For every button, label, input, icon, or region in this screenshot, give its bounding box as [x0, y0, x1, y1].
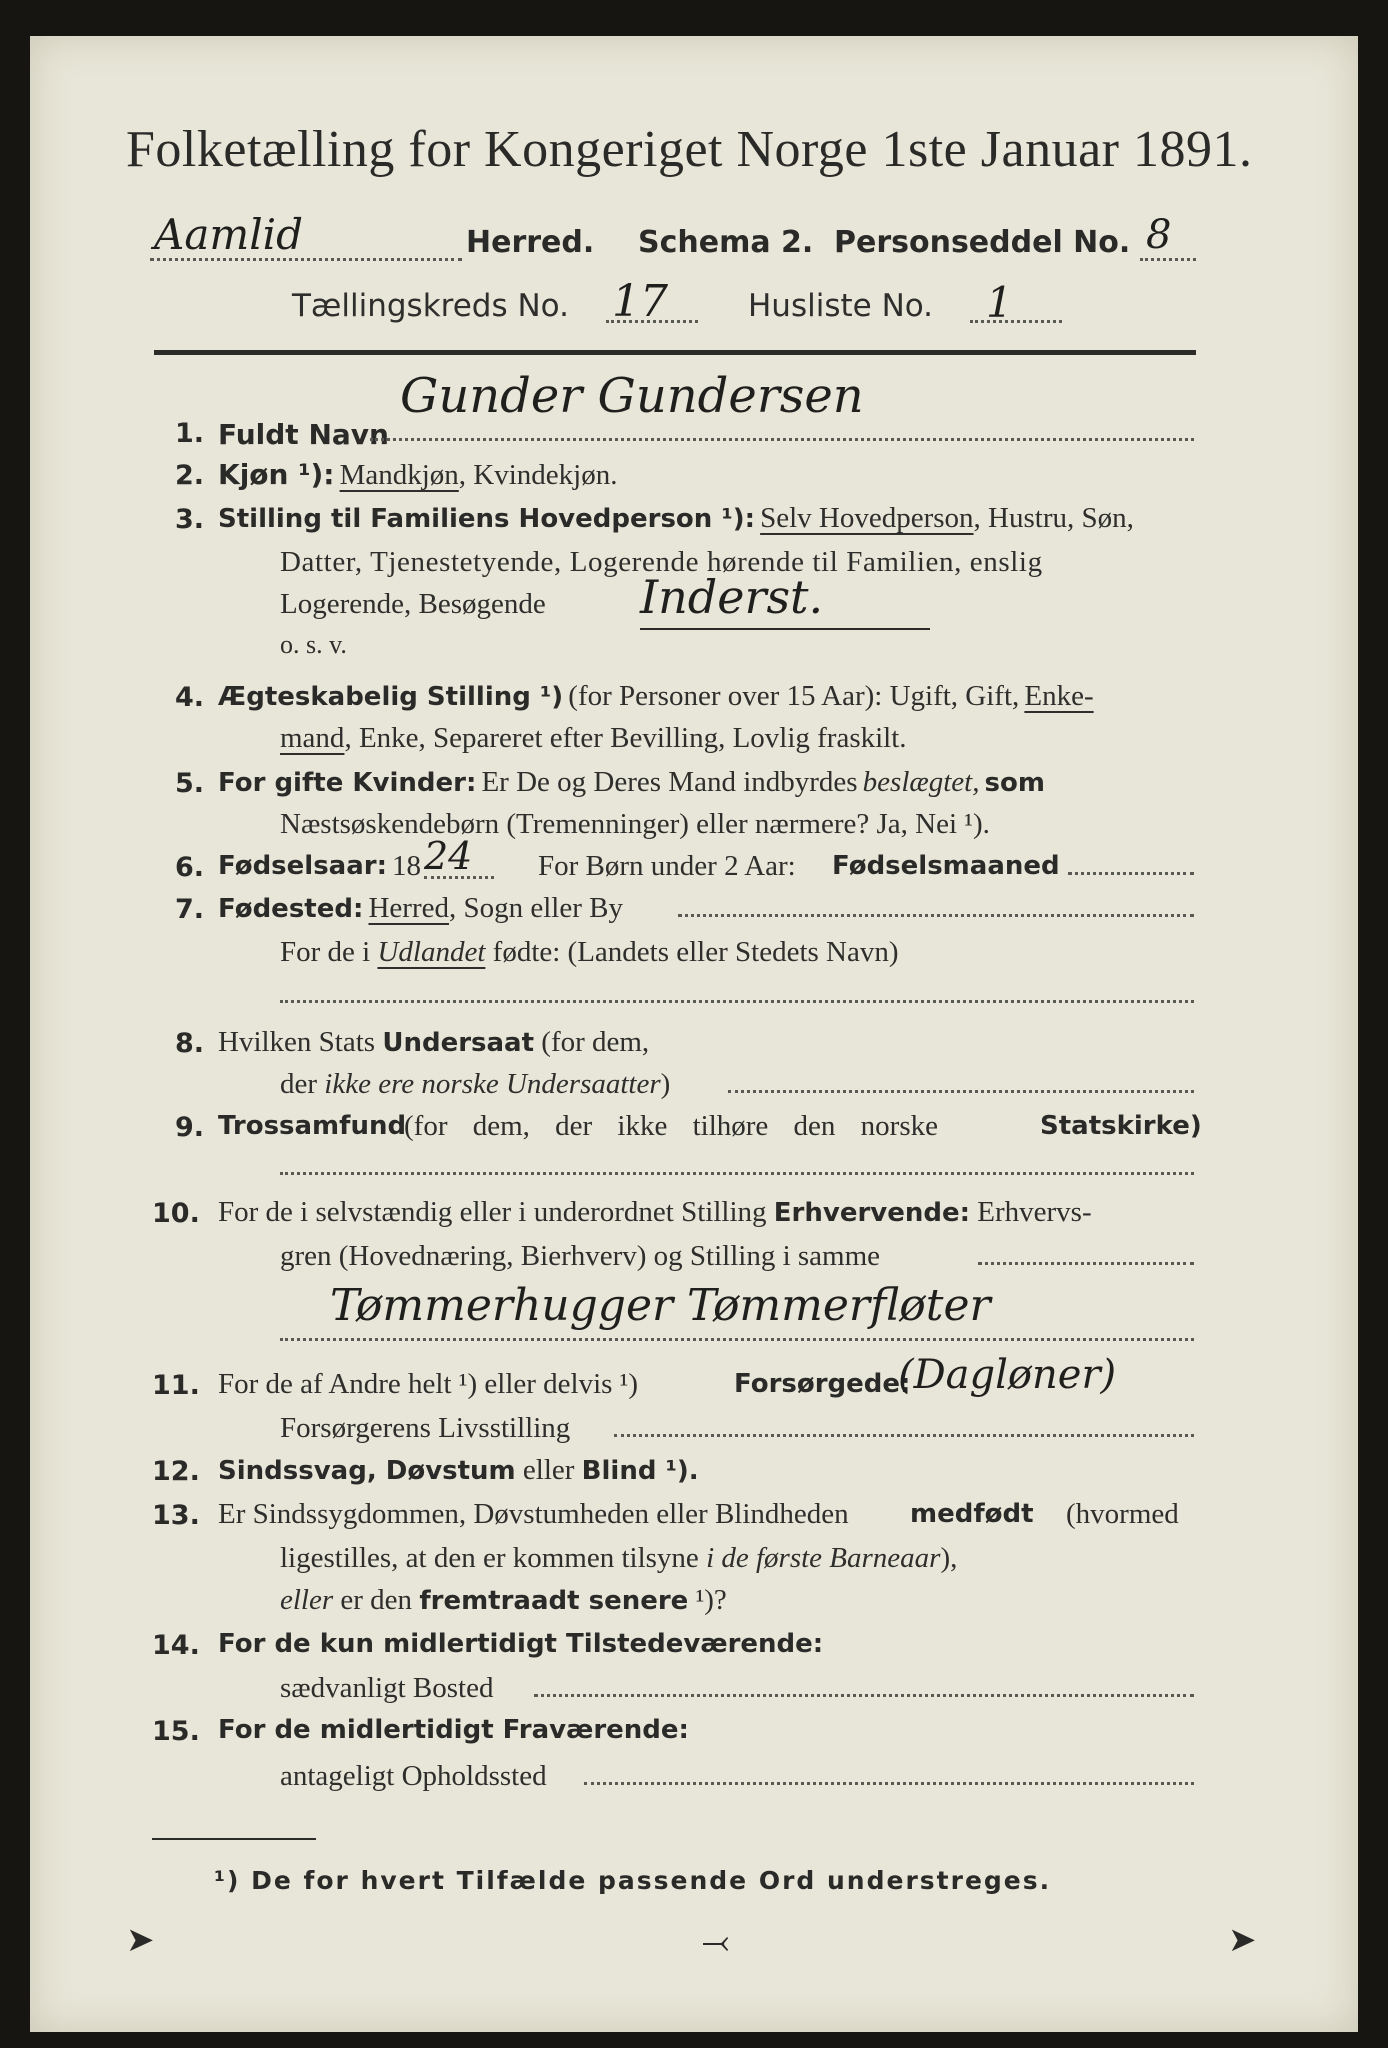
q2-other-options: , Kvindekjøn. [458, 459, 618, 491]
q13-medfodt: medfødt [910, 1499, 1034, 1529]
q4-label: Ægteskabelig Stilling ¹) [218, 682, 564, 712]
q5-line2: Næstsøskendebørn (Tremenninger) eller nærmere? Ja, Nei ¹). [280, 808, 990, 840]
q14-dotted-line [534, 1694, 1194, 1697]
q4-number: 4. [175, 682, 205, 713]
q8-text2a: der [280, 1068, 325, 1100]
registration-mark-center-icon: ⤙ [702, 1922, 730, 1962]
q3-line3: Logerende, Besøgende [280, 588, 546, 620]
q12-blind: Blind ¹). [581, 1456, 699, 1486]
q3-label: Stilling til Familiens Hovedperson ¹): [218, 504, 756, 534]
q3-line2: Datter, Tjenestetyende, Logerende hørende til Familien, enslig [280, 546, 1043, 578]
q4-text2: , Enke, Separeret efter Bevilling, Lovlig fraskilt. [344, 722, 907, 754]
q14-line2: sædvanligt Bosted [280, 1672, 494, 1704]
q6-text: For Børn under 2 Aar: [538, 850, 796, 882]
taellingskreds-number: 17 [612, 276, 668, 327]
q7-foreign-dotted-line [280, 1000, 1194, 1003]
personseddel-number: 8 [1146, 212, 1172, 258]
q4-option-mand: mand [280, 722, 345, 754]
q10-number: 10. [152, 1198, 200, 1229]
footnote-divider [152, 1838, 316, 1840]
q8-text2b: ikke ere norske Undersaatter [324, 1068, 661, 1100]
q10-line2: gren (Hovednæring, Bierhverv) og Stilling i samme [280, 1240, 881, 1272]
header-divider [154, 350, 1196, 355]
q8-dotted-line [728, 1090, 1194, 1093]
q4-option-enke: Enke- [1024, 680, 1094, 712]
husliste-dotted-line [970, 320, 1062, 323]
form-title: Folketælling for Kongeriget Norge 1ste Januar 1891. [126, 121, 1253, 178]
full-name-answer: Gunder Gundersen [400, 368, 864, 424]
q2-option-mandkjon: Mandkjøn [339, 459, 459, 491]
q13-number: 13. [152, 1500, 200, 1531]
q3-option-selv-hovedperson: Selv Hovedperson [760, 502, 974, 534]
q15-line2: antageligt Opholdssted [280, 1760, 547, 1792]
q6-prefix: 18 [392, 850, 421, 882]
q13-line3a: eller [280, 1584, 334, 1616]
q14-label: For de kun midlertidigt Tilstedeværende: [218, 1629, 824, 1659]
q5-som: som [984, 768, 1045, 798]
q10-answer-dotted-line [280, 1338, 1194, 1341]
q8-text1b: (for dem, [534, 1026, 650, 1058]
q7-udlandet: Udlandet [377, 936, 486, 968]
occupation-answer: Tømmerhugger Tømmerfløter [330, 1280, 991, 1331]
q7-line1 [218, 892, 623, 925]
q6-number: 6. [175, 852, 205, 883]
q6-label2: Fødselsmaaned [832, 851, 1060, 881]
q10-text1b: Erhvervs- [970, 1196, 1092, 1228]
q5-label: For gifte Kvinder: [218, 768, 477, 798]
q8-text2c: ) [660, 1068, 671, 1100]
q13-line3c: fremtraadt senere [419, 1586, 689, 1616]
q13-line2c: ), [940, 1542, 958, 1574]
taellingskreds-label: Tællingskreds No. [292, 288, 569, 324]
q13-text1: Er Sindssygdommen, Døvstumheden eller Blindheden [218, 1498, 849, 1530]
q7-options-rest: , Sogn eller By [448, 892, 623, 924]
q3-number: 3. [175, 504, 205, 535]
q13-line2a: ligestilles, at den er kommen tilsyne [280, 1542, 707, 1574]
q2-number: 2. [175, 460, 205, 491]
q8-line2 [280, 1068, 670, 1101]
husliste-number: 1 [986, 278, 1013, 327]
q6-label: Fødselsaar: [218, 851, 387, 881]
q3-options-rest: , Hustru, Søn, [973, 502, 1134, 534]
q1-number: 1. [175, 418, 205, 449]
q9-dotted-line [280, 1172, 1194, 1175]
registration-mark-left-icon: ➤ [126, 1920, 155, 1960]
q12-number: 12. [152, 1456, 200, 1487]
q12-line [218, 1454, 699, 1487]
footnote: ¹) De for hvert Tilfælde passende Ord understreges. [214, 1866, 1052, 1895]
herred-name-handwritten: Aamlid [154, 210, 303, 259]
q7-label: Fødested: [218, 894, 364, 924]
q1-label: Fuldt Navn [218, 418, 389, 451]
q10-dotted-line [978, 1262, 1194, 1265]
q8-text1a: Hvilken Stats [218, 1026, 383, 1058]
birth-year-answer: 24 [424, 834, 473, 878]
q12-text: eller [515, 1454, 582, 1486]
q7-number: 7. [175, 894, 205, 925]
q11-line2: Forsørgerens Livsstilling [280, 1412, 571, 1444]
q9-text: (for dem, der ikke tilhøre den norske [404, 1110, 938, 1142]
q14-number: 14. [152, 1630, 200, 1661]
q7-line2-start: For de i [280, 936, 378, 968]
q1-dotted-line [370, 438, 1194, 441]
q15-number: 15. [152, 1716, 200, 1747]
q7-line2-end: fødte: (Landets eller Stedets Navn) [485, 936, 899, 968]
q12-label: Sindssvag, Døvstum [218, 1456, 516, 1486]
q2-line [218, 458, 617, 492]
q4-text1: (for Personer over 15 Aar): Ugift, Gift, [568, 680, 1020, 712]
q5-text1: Er De og Deres Mand indbyrdes [481, 766, 858, 798]
herred-label: Herred. [466, 225, 595, 260]
q11-dotted-line [614, 1434, 1194, 1437]
q13-line3b: er den [333, 1584, 420, 1616]
q8-label: Undersaat [382, 1028, 535, 1058]
q2-label: Kjøn ¹): [218, 458, 335, 491]
taellingskreds-dotted-line [606, 320, 698, 323]
q10-label: Erhvervende: [773, 1198, 971, 1228]
q10-text1a: For de i selvstændig eller i underordnet Stilling [218, 1196, 774, 1228]
q11-number: 11. [152, 1370, 200, 1401]
q8-line1 [218, 1026, 649, 1059]
q11-text1: For de af Andre helt ¹) eller delvis ¹) [218, 1368, 639, 1400]
q4-line1 [218, 680, 1094, 713]
q4-line2 [280, 722, 907, 755]
q5-line1 [218, 766, 1045, 799]
q13-line3 [280, 1584, 727, 1617]
personseddel-dotted-line [1140, 258, 1196, 261]
q13-line2b: i de første Barneaar [706, 1542, 941, 1574]
herred-dotted-line [150, 258, 462, 261]
q15-dotted-line [584, 1782, 1194, 1785]
q6-month-dotted-line [1068, 872, 1194, 875]
schema-label: Schema 2. [638, 225, 814, 260]
registration-mark-right-icon: ➤ [1228, 1920, 1257, 1960]
q15-label: For de midlertidigt Fraværende: [218, 1715, 689, 1745]
q3-answer-underline [640, 628, 930, 630]
personseddel-label: Personseddel No. [834, 225, 1131, 260]
q7-dotted-line [678, 914, 1194, 917]
q3-line4: o. s. v. [280, 630, 347, 659]
husliste-label: Husliste No. [748, 288, 934, 324]
q9-statskirke: Statskirke) [1040, 1111, 1202, 1141]
q3-answer: Inderst. [640, 570, 824, 624]
q5-beslaegtet: beslægtet, [862, 766, 980, 798]
q9-number: 9. [175, 1112, 205, 1143]
q13-line3d: ¹)? [688, 1584, 727, 1616]
q7-line2 [280, 936, 899, 969]
q9-label: Trossamfund [218, 1111, 407, 1141]
q10-line1 [218, 1196, 1092, 1229]
provider-answer: (Dagløner) [898, 1352, 1117, 1398]
q13-line2 [280, 1542, 957, 1575]
q11-label: Forsørgede: [734, 1369, 911, 1399]
q7-option-herred: Herred [368, 892, 449, 924]
q3-line1 [218, 502, 1134, 535]
q8-number: 8. [175, 1028, 205, 1059]
q6-year-dotted-line [424, 876, 494, 879]
q5-number: 5. [175, 768, 205, 799]
q13-text1b: (hvormed [1066, 1498, 1179, 1530]
